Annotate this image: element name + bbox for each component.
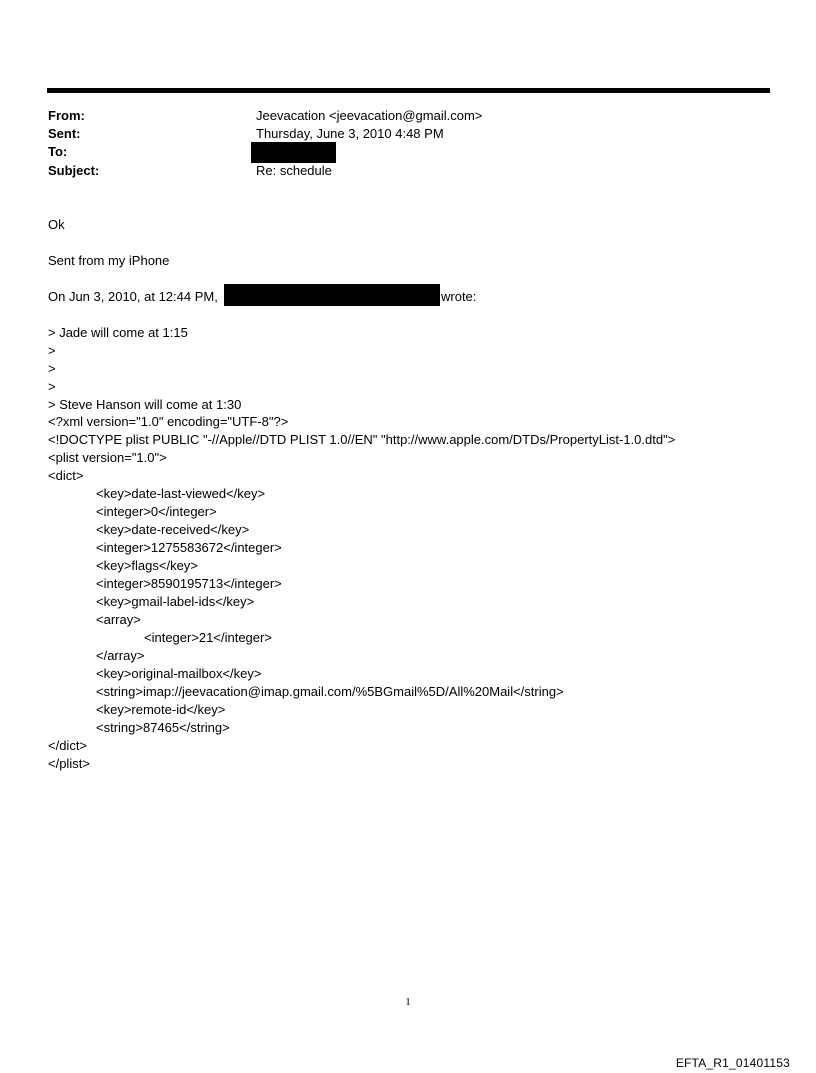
from-label: From: bbox=[48, 108, 85, 123]
reply-text: Ok bbox=[48, 217, 65, 232]
dict-line: </array> bbox=[96, 648, 145, 663]
subject-label: Subject: bbox=[48, 163, 100, 178]
to-redaction bbox=[251, 142, 336, 163]
xml-declaration: <?xml version="1.0" encoding="UTF-8"?> bbox=[48, 414, 289, 429]
quoted-line: > bbox=[48, 343, 56, 358]
quoted-line: > bbox=[48, 379, 56, 394]
dict-line: <array> bbox=[96, 612, 141, 627]
from-value: Jeevacation <jeevacation@gmail.com> bbox=[256, 108, 483, 123]
quoted-line: > Jade will come at 1:15 bbox=[48, 325, 188, 340]
dict-line: <integer>8590195713</integer> bbox=[96, 576, 282, 591]
xml-doctype: <!DOCTYPE plist PUBLIC "-//Apple//DTD PLIST 1.0//EN" "http://www.apple.com/DTDs/PropertyList-1.0.dtd"> bbox=[48, 432, 676, 447]
dict-line: <string>87465</string> bbox=[96, 720, 230, 735]
document-id: EFTA_R1_01401153 bbox=[675, 1056, 790, 1070]
dict-line: <key>remote-id</key> bbox=[96, 702, 226, 717]
to-label: To: bbox=[48, 144, 68, 159]
plist-open: <plist version="1.0"> bbox=[48, 450, 167, 465]
dict-line: <key>original-mailbox</key> bbox=[96, 666, 262, 681]
dict-line: <integer>0</integer> bbox=[96, 504, 217, 519]
quoted-line: > Steve Hanson will come at 1:30 bbox=[48, 397, 242, 412]
quote-intro-prefix: On Jun 3, 2010, at 12:44 PM, bbox=[48, 289, 218, 304]
array-item: <integer>21</integer> bbox=[144, 630, 272, 645]
dict-line: <key>date-received</key> bbox=[96, 522, 250, 537]
plist-close: </plist> bbox=[48, 756, 90, 771]
dict-close: </dict> bbox=[48, 738, 88, 753]
sender-redaction bbox=[224, 284, 440, 306]
dict-open: <dict> bbox=[48, 468, 84, 483]
sent-label: Sent: bbox=[48, 126, 81, 141]
dict-line: <key>gmail-label-ids</key> bbox=[96, 594, 255, 609]
subject-value: Re: schedule bbox=[256, 163, 332, 178]
dict-line: <string>imap://jeevacation@imap.gmail.com/%5BGmail%5D/All%20Mail</string> bbox=[96, 684, 564, 699]
dict-line: <integer>1275583672</integer> bbox=[96, 540, 282, 555]
signature-text: Sent from my iPhone bbox=[48, 253, 170, 268]
page-number: 1 bbox=[405, 996, 411, 1008]
header-rule bbox=[47, 88, 770, 93]
sent-value: Thursday, June 3, 2010 4:48 PM bbox=[256, 126, 444, 141]
dict-line: <key>date-last-viewed</key> bbox=[96, 486, 266, 501]
quoted-line: > bbox=[48, 361, 56, 376]
quote-intro-suffix: wrote: bbox=[441, 289, 477, 304]
dict-line: <key>flags</key> bbox=[96, 558, 198, 573]
